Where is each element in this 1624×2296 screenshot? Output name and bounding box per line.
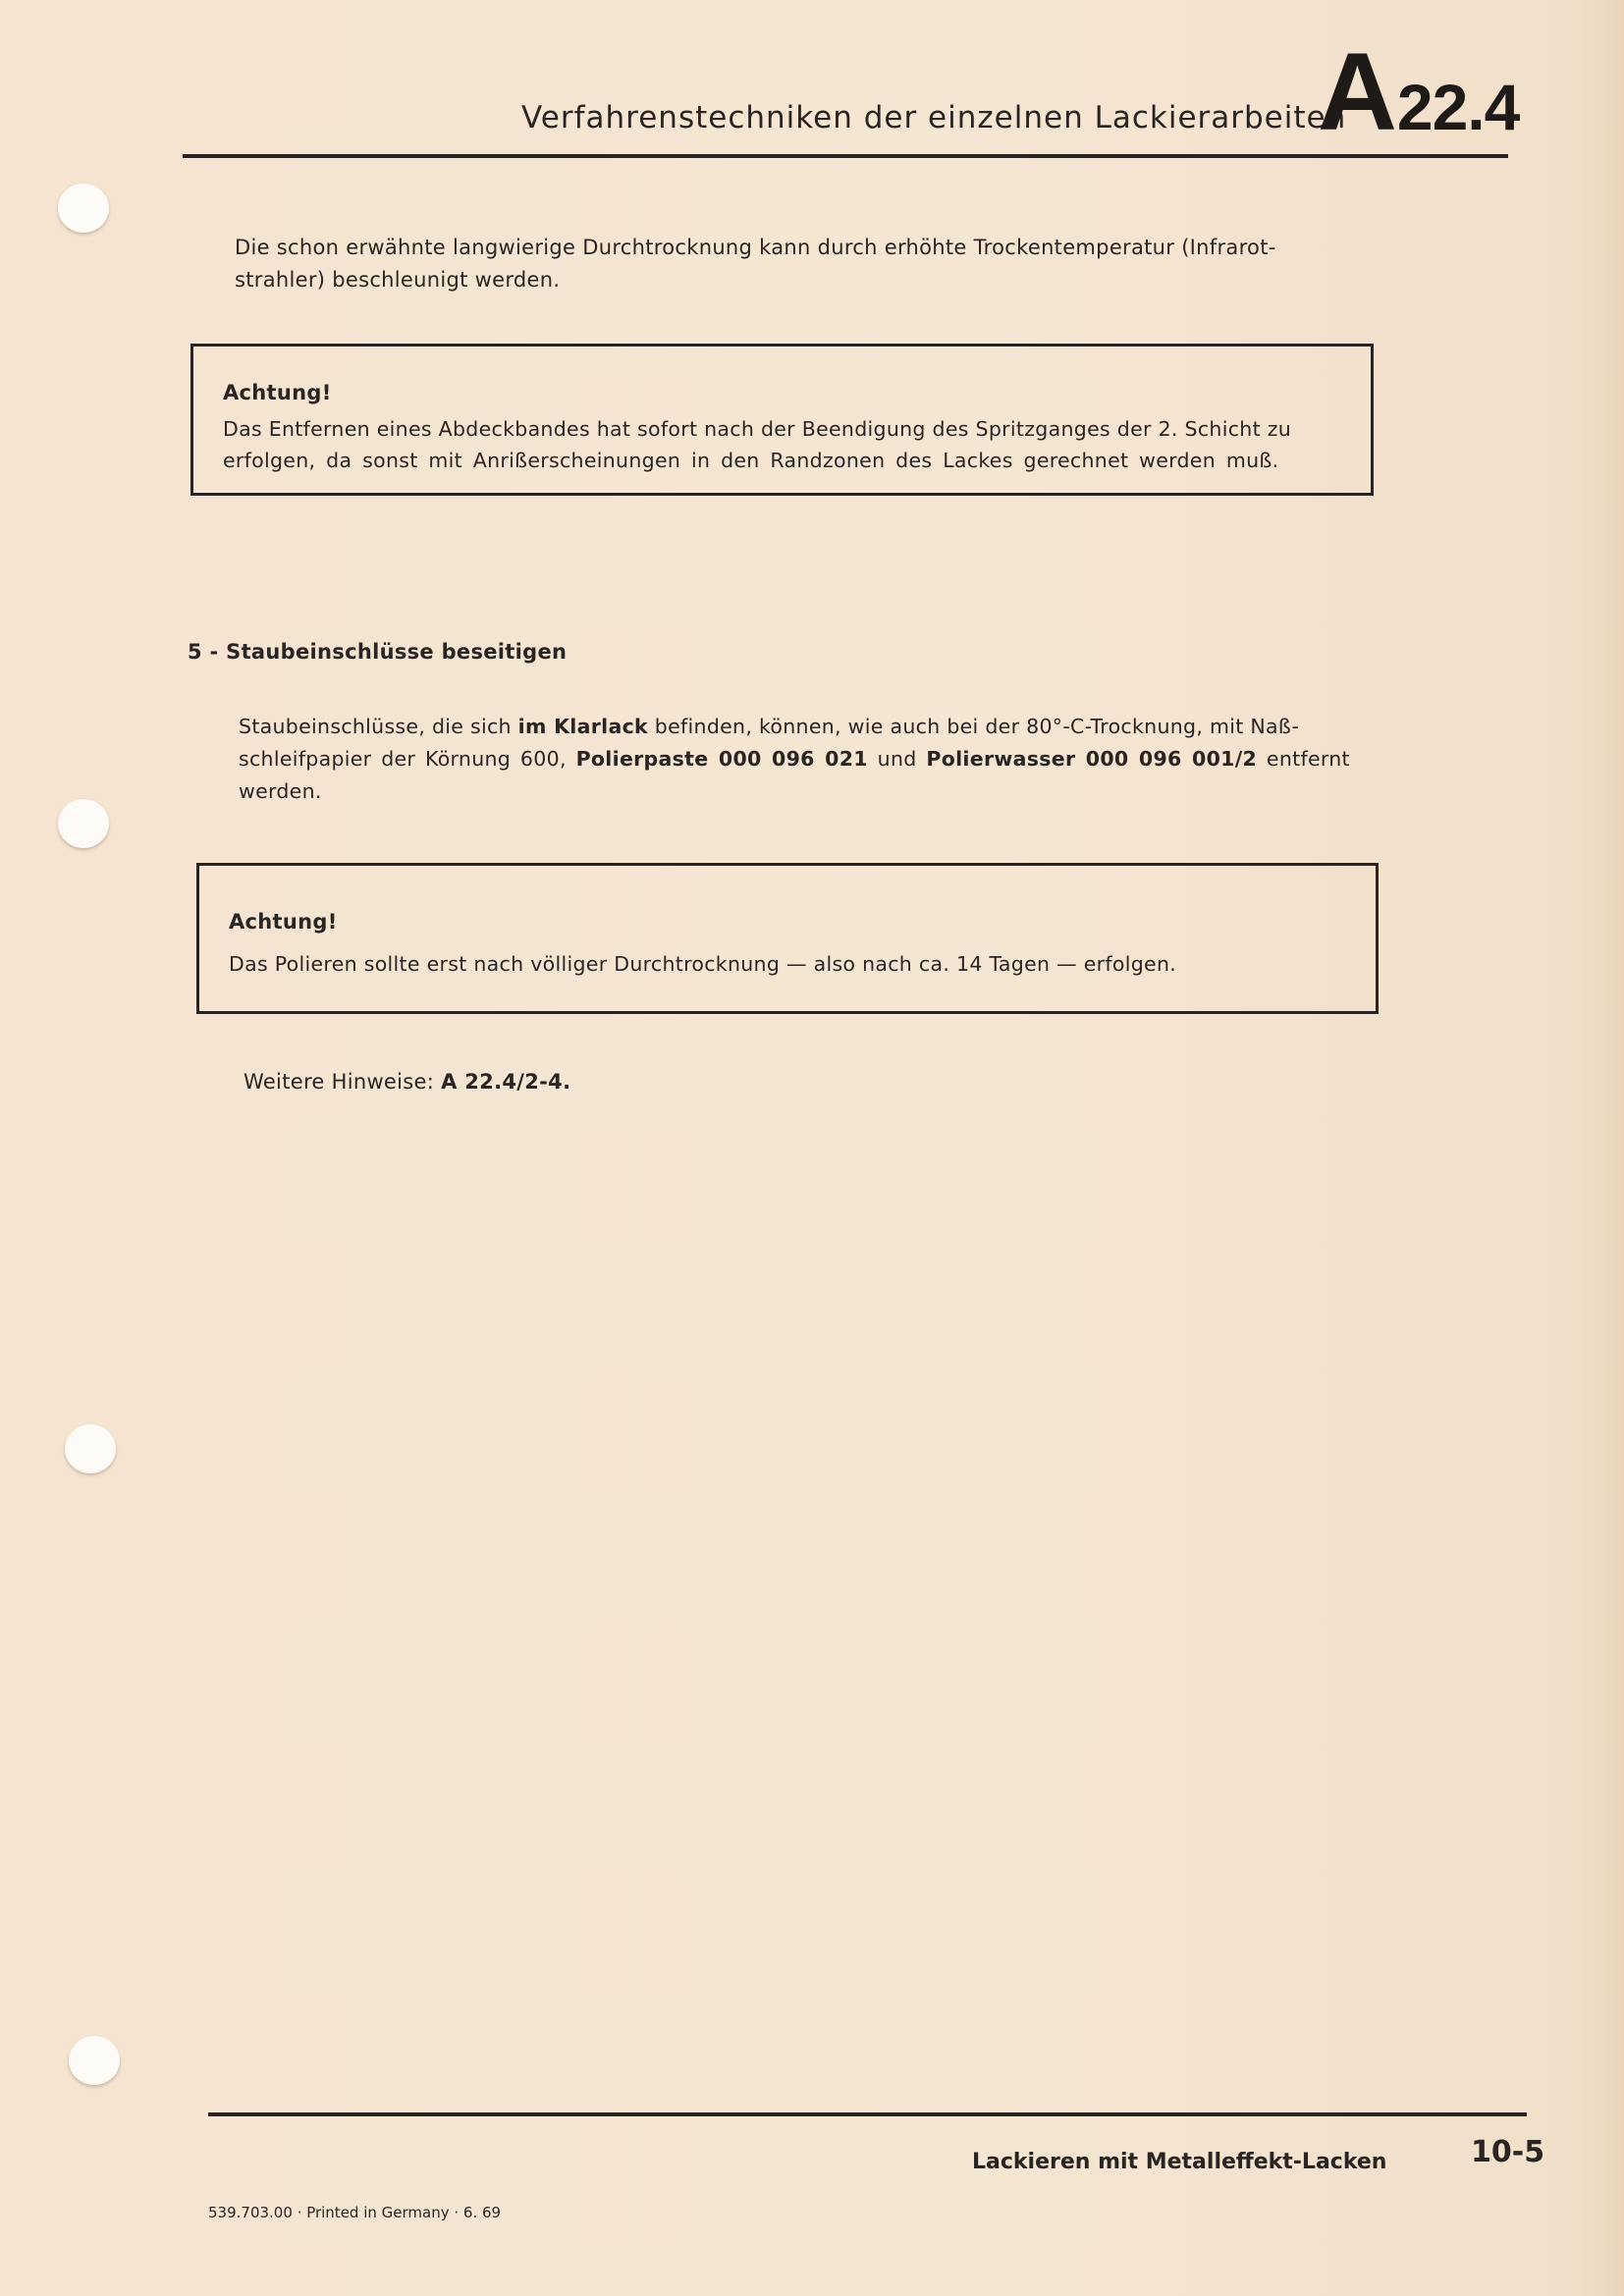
punch-hole <box>58 184 109 233</box>
text: entfernt <box>1257 747 1350 771</box>
header-title: Verfahrenstechniken der einzelnen Lackierarbeiten <box>521 100 1347 135</box>
print-info: 539.703.00 · Printed in Germany · 6. 69 <box>208 2204 502 2221</box>
reference-note <box>244 1070 570 1094</box>
reference-label: Weitere Hinweise: <box>244 1070 442 1094</box>
section-heading <box>188 640 567 664</box>
bold-text: im Klarlack <box>517 715 648 738</box>
intro-line: strahler) beschleunigt werden. <box>235 268 561 292</box>
punch-hole <box>58 799 109 848</box>
text: Staubeinschlüsse, die sich <box>239 715 518 738</box>
notice-text: Das Entfernen eines Abdeckbandes hat sofort nach der Beendigung des Spritzganges der 2. Schicht zu <box>223 417 1292 441</box>
notice-box <box>196 863 1379 1014</box>
text: und <box>867 747 927 771</box>
section-code <box>1318 30 1520 153</box>
punch-hole <box>69 2036 120 2085</box>
section-code-letter: A <box>1318 30 1397 153</box>
section-paragraph-line: werden. <box>239 779 322 803</box>
notice-box <box>190 344 1374 496</box>
text: befinden, können, wie auch bei der 80°-C-Trocknung, mit Naß- <box>647 715 1300 738</box>
part-number: Polierpaste 000 096 021 <box>575 747 868 771</box>
notice-text: Das Polieren sollte erst nach völliger Durchtrocknung — also nach ca. 14 Tagen — erfolgen. <box>229 952 1177 976</box>
punch-hole <box>65 1424 116 1473</box>
header-rule <box>183 154 1508 158</box>
reference-value: A 22.4/2-4. <box>441 1070 571 1094</box>
page-number: 10-5 <box>1471 2135 1545 2169</box>
notice-heading: Achtung! <box>229 910 338 934</box>
part-number: Polierwasser 000 096 001/2 <box>926 747 1258 771</box>
section-paragraph-line <box>239 747 1350 771</box>
footer-title: Lackieren mit Metalleffekt-Lacken <box>972 2150 1387 2174</box>
text: schleifpapier der Körnung 600, <box>239 747 576 771</box>
notice-heading: Achtung! <box>223 381 332 404</box>
intro-line: Die schon erwähnte langwierige Durchtrocknung kann durch erhöhte Trockentemperatur (Infrarot- <box>235 236 1276 259</box>
footer-rule <box>208 2112 1527 2116</box>
section-title: Staubeinschlüsse beseitigen <box>226 640 568 664</box>
section-number: 5 - <box>188 640 219 664</box>
section-code-number: 22.4 <box>1396 71 1520 143</box>
section-paragraph-line <box>239 715 1299 738</box>
notice-text: erfolgen, da sonst mit Anrißerscheinungen in den Randzonen des Lackes gerechnet werden muß. <box>223 449 1279 472</box>
